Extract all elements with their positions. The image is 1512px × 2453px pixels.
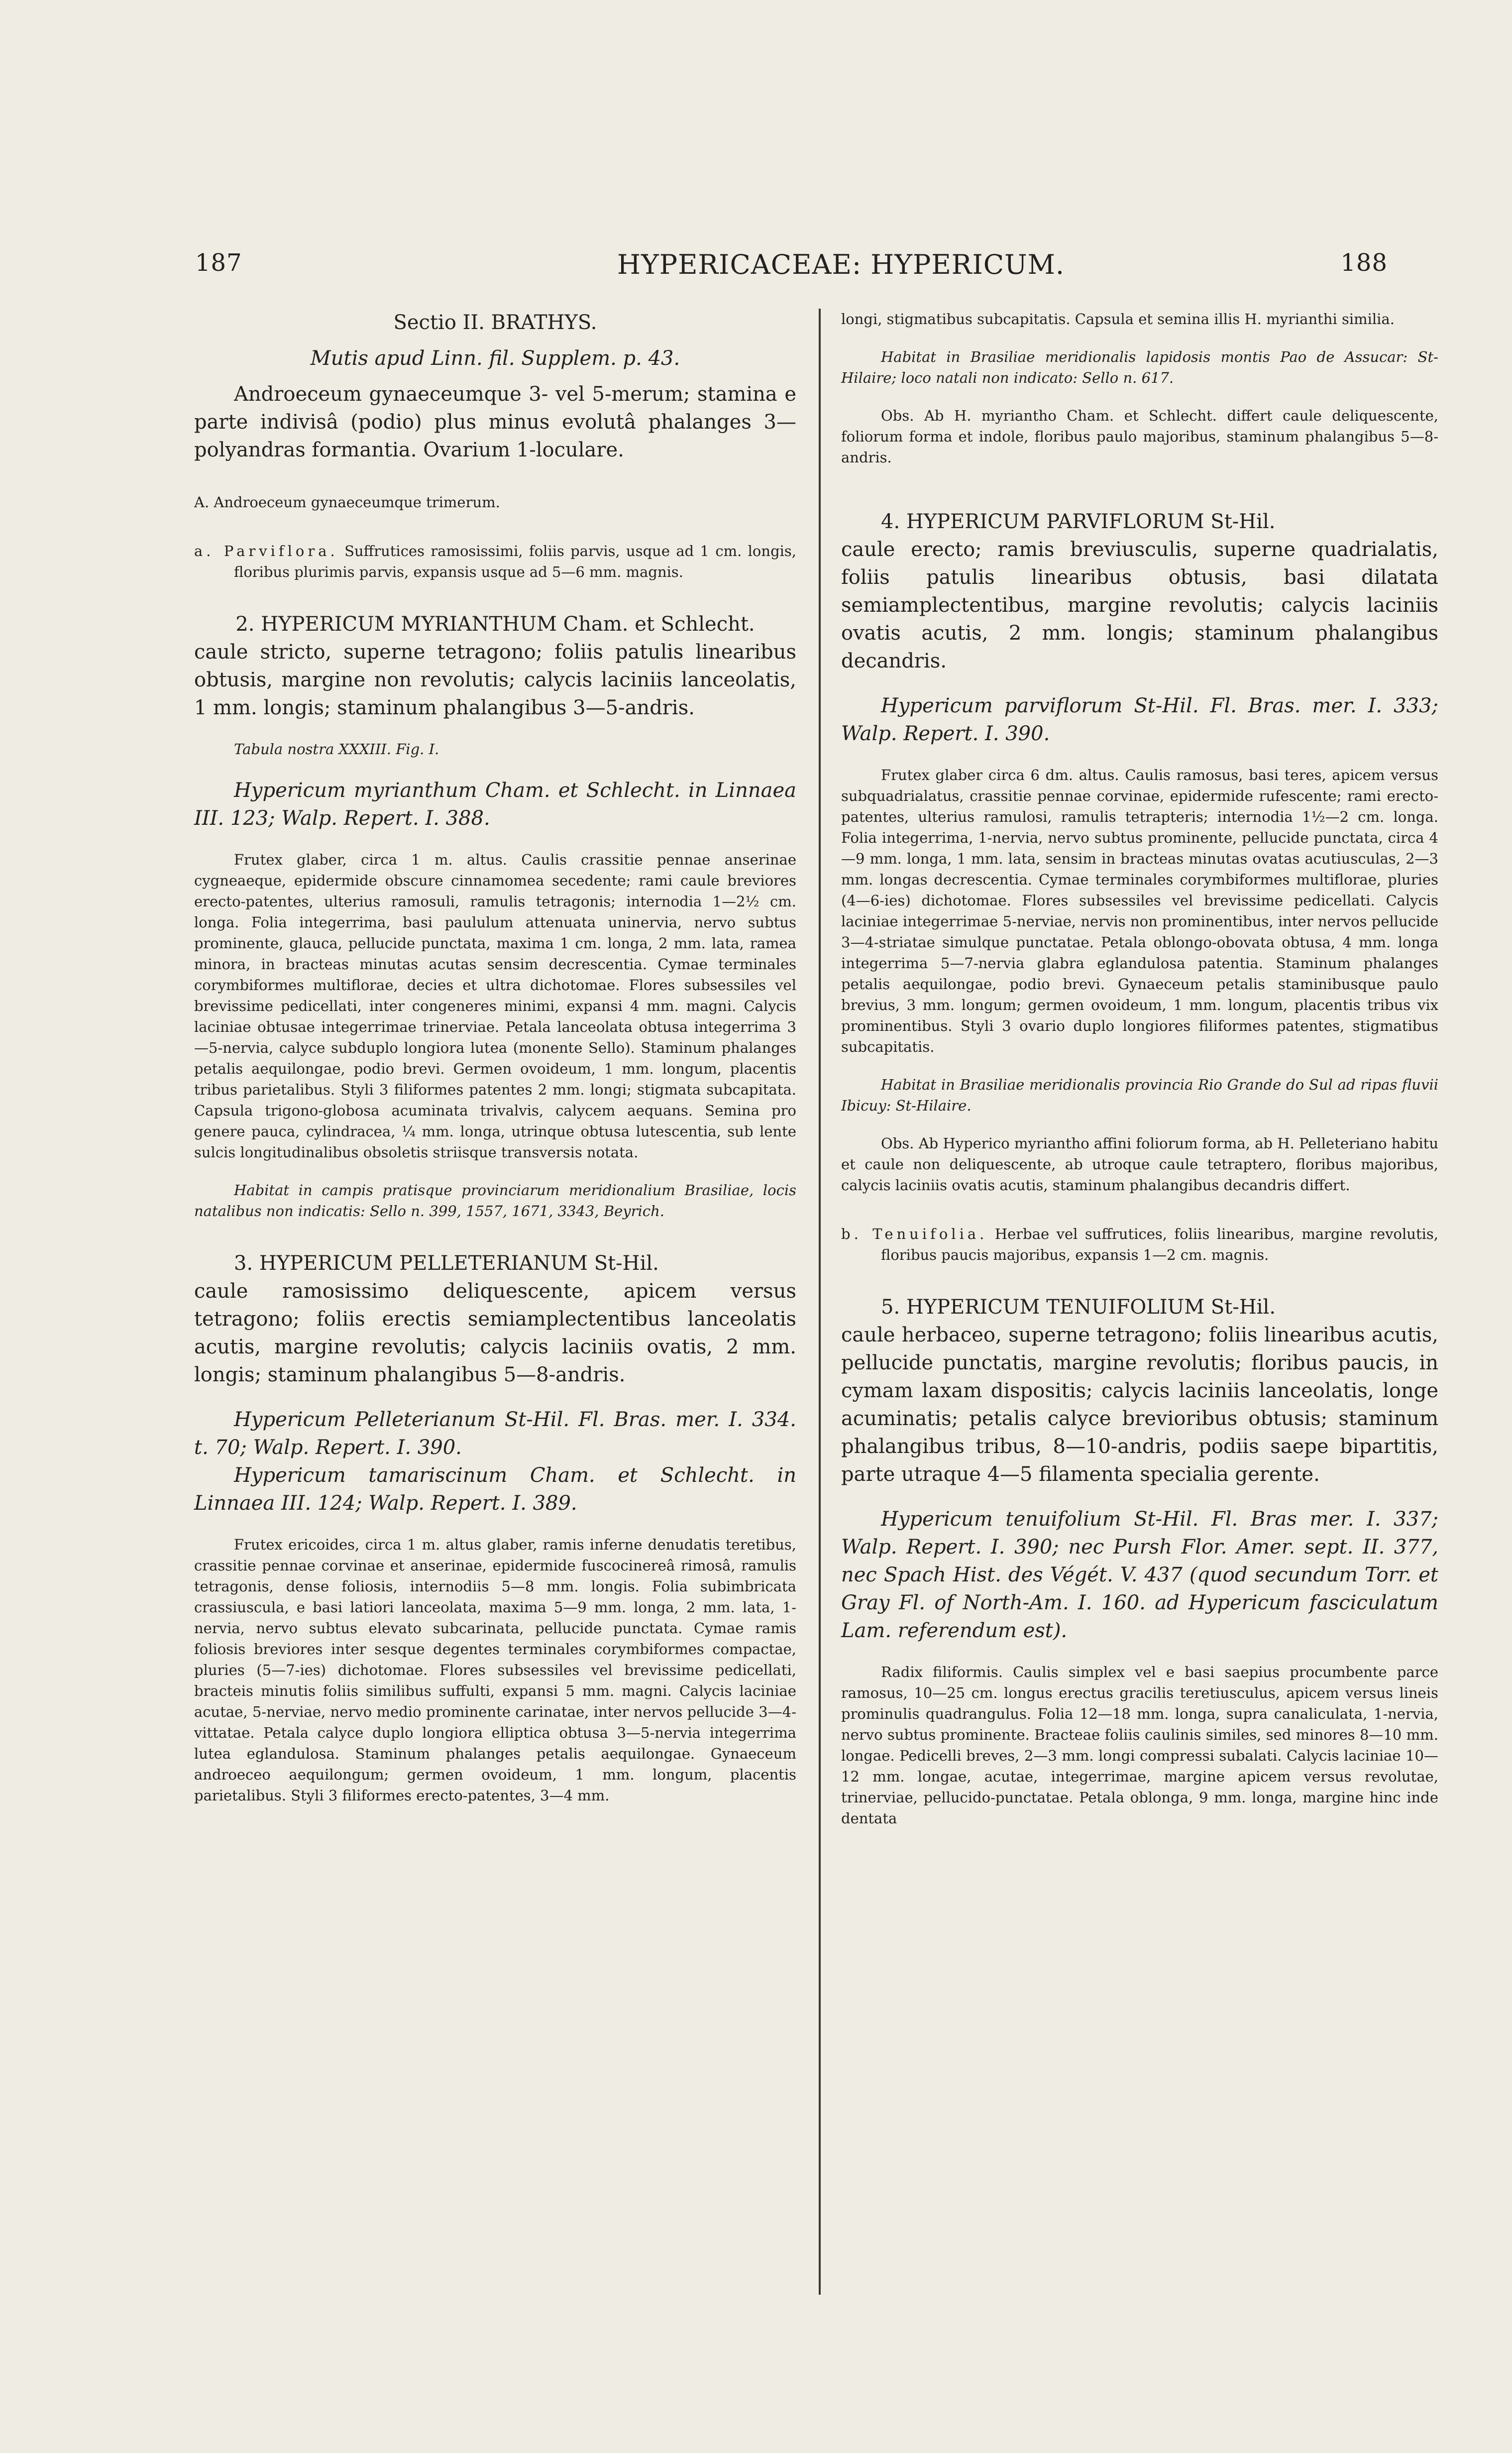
species-2-diagnosis: caule stricto, superne tetragono; foliis patulis linearibus obtusis, margine non revolutis; calycis laciniis lanceolatis, 1 mm. longis; staminum phalangibus 3—5-andris. bbox=[194, 641, 796, 719]
page-number-right: 188 bbox=[1340, 249, 1388, 277]
right-column bbox=[841, 309, 1438, 1829]
species-5-title: 5. HYPERICUM TENUIFOLIUM St-Hil. bbox=[881, 1296, 1276, 1319]
running-title: HYPERICACEAE: HYPERICUM. bbox=[617, 249, 1065, 280]
species-3-synonym-2: Hypericum tamariscinum Cham. et Schlecht. in Linnaea III. 124; Walp. Repert. I. 389. bbox=[194, 1464, 796, 1515]
species-5-diagnosis: caule herbaceo, superne tetragono; foliis linearibus acutis, pellucide punctatis, margine revolutis; floribus paucis, in cymam laxam dispositis; calycis laciniis lanceolatis, longe acuminatis; petalis calyce brevioribus obtusis; staminum phalangibus tribus, 8—10-andris, podiis saepe bipartitis, parte utraque 4—5 filamenta specialia gerente. bbox=[841, 1324, 1438, 1486]
section-heading: Sectio II. BRATHYS. bbox=[393, 311, 597, 334]
species-2-synonymy: Hypericum myrianthum Cham. et Schlecht. in Linnaea III. 123; Walp. Repert. I. 388. bbox=[194, 779, 796, 830]
species-3-diagnosis: caule ramosissimo deliquescente, apicem versus tetragono; foliis erectis semiamplectentibus lanceolatis acutis, margine revolutis; calycis laciniis ovatis, 2 mm. longis; staminum phalangibus 5—8-andris. bbox=[194, 1280, 796, 1386]
group-tenuifolia bbox=[841, 1224, 1438, 1265]
section-reference: Mutis apud Linn. fil. Supplem. p. 43. bbox=[310, 347, 680, 370]
group-tenuifolia-text: Herbae vel suffrutices, foliis linearibus, margine revolutis, floribus paucis majoribus, expansis 1—2 cm. magnis. bbox=[881, 1226, 1438, 1263]
species-2-title: 2. HYPERICUM MYRIANTHUM Cham. et Schlecht. bbox=[235, 613, 755, 636]
species-4-habitat: Habitat in Brasiliae meridionalis provincia Rio Grande do Sul ad ripas fluvii Ibicuy: St-Hilaire. bbox=[841, 1076, 1438, 1114]
species-5-synonymy: Hypericum tenuifolium St-Hil. Fl. Bras mer. I. 337; Walp. Repert. I. 390; nec Pursh Flor. Amer. sept. II. 377, nec Spach Hist. des Végét. V. 437 (quod secundum Torr. et Gray Fl. of North-Am. I. 160. ad Hypericum fasciculatum Lam. referendum est). bbox=[841, 1508, 1438, 1642]
species-3-observation: Obs. Ab H. myriantho Cham. et Schlecht. differt caule deliquescente, foliorum forma et indole, floribus paulo majoribus, staminum phalangibus 5—8-andris. bbox=[841, 407, 1438, 466]
species-3-title: 3. HYPERICUM PELLETERIANUM St-Hil. bbox=[234, 1252, 659, 1275]
species-4-observation: Obs. Ab Hyperico myriantho affini foliorum forma, ab H. Pelleteriano habitu et caule non deliquescente, ab utroque caule tetraptero, floribus majoribus, calycis laciniis ovatis acutis, staminum phalangibus decandris differt. bbox=[841, 1135, 1438, 1194]
left-column bbox=[194, 309, 796, 1806]
group-a-heading: A. Androeceum gynaeceumque trimerum. bbox=[194, 494, 500, 511]
page-number-left: 187 bbox=[195, 249, 242, 277]
species-2-description: Frutex glaber, circa 1 m. altus. Caulis crassitie pennae anserinae cygneaeque, epidermide obscure cinnamomea secedente; rami caule breviores erecto-patentes, ulterius ramosuli, ramulis tetragonis; internodia 1—2½ cm. longa. Folia integerrima, basi paululum attenuata uninervia, nervo subtus prominente, glauca, pellucide punctata, maxima 1 cm. longa, 2 mm. lata, ramea minora, in bracteas minutas acutas sensim decrescentia. Cymae terminales corymbiformes multiflorae, decies et ultra dichotomae. Flores subsessiles vel brevissime pedicellati, inter congeneres minimi, expansi 4 mm. magni. Calycis laciniae obtusae integerrimae trinerviae. Petala lanceolata obtusa integerrima 3—5-nervia, calyce subduplo longiora lutea (monente Sello). Staminum phalanges petalis aequilongae, podio brevi. Germen ovoideum, 1 mm. longum, placentis tribus parietalibus. Styli 3 filiformes patentes 2 mm. longi; stigmata subcapitata. Capsula trigono-globosa acuminata trivalvis, calycem aequans. Semina pro genere pauca, cylindracea, ¼ mm. longa, utrinque obtusa lutescentia, sub lente sulcis longitudinalibus obsoletis striisque transversis notata. bbox=[194, 851, 796, 1161]
species-4-title: 4. HYPERICUM PARVIFLORUM St-Hil. bbox=[881, 510, 1276, 533]
section-description: Androeceum gynaeceumque 3- vel 5-merum; stamina e parte indivisâ (podio) plus minus evolutâ phalanges 3—polyandras formantia. Ovarium 1-loculare. bbox=[194, 383, 796, 461]
species-2-plate: Tabula nostra XXXIII. Fig. I. bbox=[234, 741, 439, 758]
species-4-description: Frutex glaber circa 6 dm. altus. Caulis ramosus, basi teres, apicem versus subquadrialatus, crassitie pennae corvinae, epidermide rufescente; rami erecto-patentes, ulterius ramulosi, ramulis tetrapteris; internodia 1½—2 cm. longa. Folia integerrima, 1-nervia, nervo subtus prominente, pellucide punctata, circa 4—9 mm. longa, 1 mm. lata, sensim in bracteas minutas ovatas acutiusculas, 2—3 mm. longas decrescentia. Cymae terminales corymbiformes multiflorae, pluries (4—6-ies) dichotomae. Flores subsessiles vel brevissime pedicellati. Calycis laciniae integerrimae 5-nerviae, nervis non prominentibus, inter nervos pellucide 3—4-striatae simulque punctatae. Petala oblongo-obovata obtusa, 4 mm. longa integerrima 5—7-nervia glabra eglandulosa patentia. Staminum phalanges petalis aequilongae, podio brevi. Gynaeceum petalis staminibusque paulo brevius, 3 mm. longum; germen ovoideum, 1 mm. longum, placentis tribus vix prominentibus. Styli 3 ovario duplo longiores filiformes patentes, stigmatibus subcapitatis. bbox=[841, 767, 1438, 1055]
species-3-continuation: longi, stigmatibus subcapitatis. Capsula et semina illis H. myrianthi similia. bbox=[841, 311, 1395, 328]
column-divider bbox=[819, 309, 821, 2295]
species-4-synonymy: Hypericum parviflorum St-Hil. Fl. Bras. mer. I. 333; Walp. Repert. I. 390. bbox=[841, 694, 1438, 745]
group-parviflora-text: Suffrutices ramosissimi, foliis parvis, usque ad 1 cm. longis, floribus plurimis parvis, expansis usque ad 5—6 mm. magnis. bbox=[234, 543, 797, 580]
species-3-habitat: Habitat in Brasiliae meridionalis lapidosis montis Pao de Assucar: St-Hilaire; loco natali non indicato: Sello n. 617. bbox=[841, 348, 1438, 386]
species-3-description: Frutex ericoides, circa 1 m. altus glaber, ramis inferne denudatis teretibus, crassitie pennae corvinae et anserinae, epidermide fuscocinereâ rimosâ, ramulis tetragonis, dense foliosis, internodiis 5—8 mm. longis. Folia subimbricata crassiuscula, e basi latiori lanceolata, maxima 5—9 mm. longa, 2 mm. lata, 1-nervia, nervo subtus elevato subcarinata, pellucide punctata. Cymae ramis foliosis breviores inter sesque degentes terminales corymbiformes compactae, pluries (5—7-ies) dichotomae. Flores subsessiles vel brevissime pedicellati, bracteis minutis foliis similibus suffulti, expansi 5 mm. magni. Calycis laciniae acutae, 5-nerviae, nervo medio prominente carinatae, inter nervos pellucide 3—4-vittatae. Petala calyce duplo longiora elliptica obtusa 3—5-nervia integerrima lutea eglandulosa. Staminum phalanges petalis aequilongae. Gynaeceum androeceo aequilongum; germen ovoideum, 1 mm. longum, placentis parietalibus. Styli 3 filiformes erecto-patentes, 3—4 mm. bbox=[194, 1536, 796, 1804]
group-tenuifolia-label: b. Tenuifolia. bbox=[841, 1226, 988, 1242]
species-4-diagnosis: caule erecto; ramis breviusculis, superne quadrialatis, foliis patulis linearibus obtusis, basi dilatata semiamplectentibus, margine revolutis; calycis laciniis ovatis acutis, 2 mm. longis; staminum phalangibus decandris. bbox=[841, 538, 1438, 672]
species-5-description: Radix filiformis. Caulis simplex vel e basi saepius procumbente parce ramosus, 10—25 cm. longus erectus gracilis teretiusculus, apicem versus lineis prominulis quadrangulus. Folia 12—18 mm. longa, supra canaliculata, 1-nervia, nervo subtus prominente. Bracteae foliis caulinis similes, sed minores 8—10 mm. longae. Pedicelli breves, 2—3 mm. longi compressi subalati. Calycis laciniae 10—12 mm. longae, acutae, integerrimae, margine apicem versus revolutae, trinerviae, pellucido-punctatae. Petala oblonga, 9 mm. longa, margine hinc inde dentata bbox=[841, 1664, 1438, 1827]
species-3-synonym-1: Hypericum Pelleterianum St-Hil. Fl. Bras. mer. I. 334. t. 70; Walp. Repert. I. 390. bbox=[194, 1408, 796, 1459]
group-parviflora-label: a. Parviflora. bbox=[194, 543, 338, 559]
species-2-habitat: Habitat in campis pratisque provinciarum meridionalium Brasiliae, locis natalibus non indicatis: Sello n. 399, 1557, 1671, 3343, Beyrich. bbox=[194, 1182, 796, 1220]
group-parviflora bbox=[194, 541, 796, 582]
